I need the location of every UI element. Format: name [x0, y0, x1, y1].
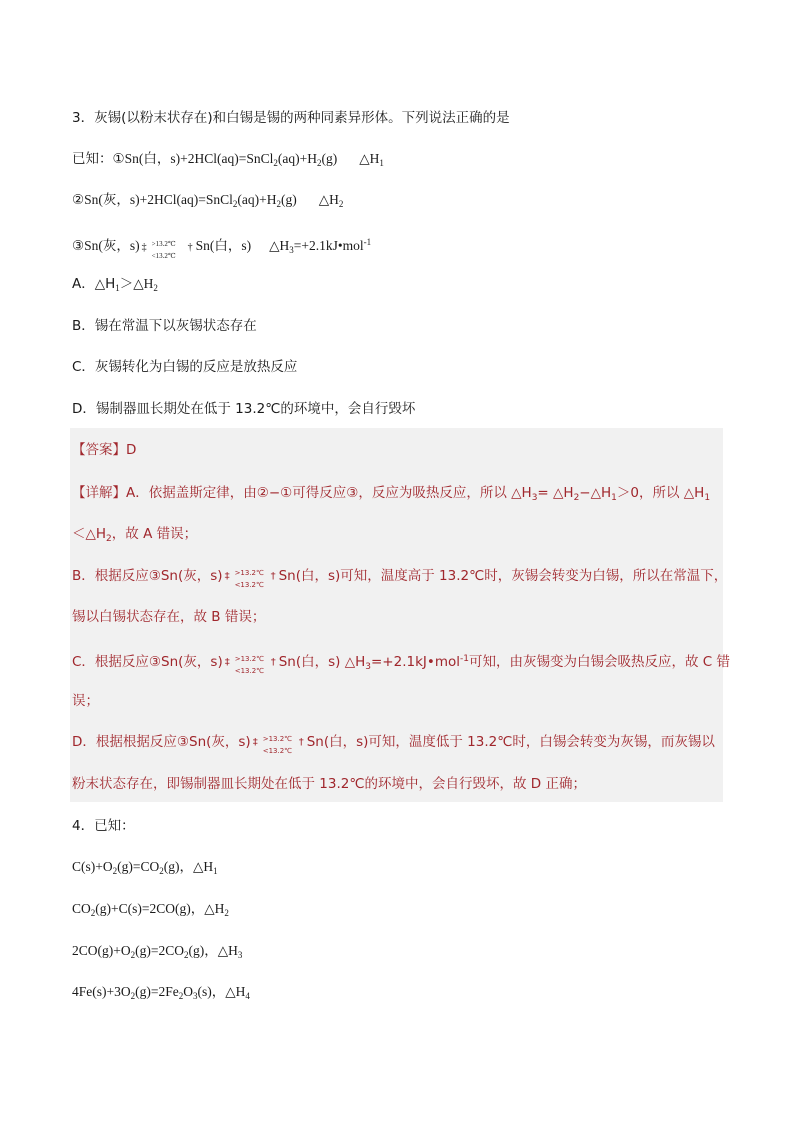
reaction-mark: ①	[112, 151, 125, 166]
sub: 2	[159, 866, 164, 876]
sub: 2	[338, 199, 344, 209]
sub: 1	[213, 866, 218, 876]
reaction-text: 2CO(g)+O	[72, 943, 131, 958]
reaction-text: (aq)+H	[277, 151, 317, 166]
detail-text: ＜△H	[72, 526, 107, 542]
detail-text: =+2.1kJ•mol	[371, 654, 461, 670]
condition-top: >13.2℃	[234, 569, 264, 577]
sub: 4	[245, 991, 250, 1001]
option-b[interactable]: B．锡在常温下以灰锡状态存在	[72, 318, 257, 334]
arrow-right-glyph: †	[187, 241, 193, 253]
sub: 3	[531, 493, 538, 503]
detail-b-line2: 锡以白锡状态存在，故 B 错误；	[72, 609, 266, 625]
detail-text: B．根据反应③Sn(灰，s)	[72, 568, 223, 584]
detail-a-line1	[72, 484, 710, 507]
sub: 2	[178, 991, 184, 1001]
sub: 2	[276, 199, 281, 209]
sub: 2	[130, 950, 136, 960]
arrow-right-glyph: †	[270, 571, 276, 582]
sub: 3	[237, 950, 243, 960]
question-3-title: 3．灰锡(以粉末状存在)和白锡是锡的两种同素异形体。下列说法正确的是	[72, 110, 510, 126]
enthalpy-value: =+2.1kJ•mol	[293, 238, 364, 253]
equilibrium-arrow	[223, 653, 279, 675]
detail-d-line1	[72, 733, 715, 755]
reaction-mark: ③	[72, 238, 85, 253]
sub: 2	[130, 991, 136, 1001]
arrow-left-glyph: ‡	[224, 571, 230, 582]
reaction-text: (g)=CO	[117, 859, 160, 874]
sup: -1	[460, 654, 469, 664]
detail-c-line2: 误；	[72, 693, 99, 709]
sub: 1	[115, 283, 120, 293]
q4-reaction-3	[72, 942, 242, 964]
detail-text: Sn(白，s)可知，温度低于 13.2℃时，白锡会转变为灰锡，而灰锡以	[306, 734, 715, 750]
detail-label: 【详解】	[72, 485, 126, 501]
sub: 1	[379, 158, 384, 168]
reaction-text: (g)	[321, 151, 338, 166]
option-a-text: A．△H	[72, 276, 116, 292]
option-a[interactable]	[72, 275, 158, 297]
arrow-left-glyph: ‡	[252, 737, 258, 748]
reaction-text: Sn(灰，s)+2HCl(aq)=SnCl	[84, 192, 233, 207]
detail-text: = △H	[537, 485, 574, 501]
detail-text: C．根据反应③Sn(灰，s)	[72, 654, 223, 670]
reaction-text: (g)，△H	[163, 859, 214, 874]
detail-text: A．依据盖斯定律，由②−①可得反应③，反应为吸热反应，所以 △H	[126, 485, 532, 501]
sub: 3	[192, 991, 198, 1001]
known-reaction-1	[72, 150, 384, 172]
reaction-text: (aq)+H	[237, 192, 277, 207]
condition-bottom: <13.2℃	[234, 581, 264, 589]
arrow-right-glyph: †	[270, 657, 276, 668]
sub: 3	[289, 245, 294, 255]
detail-text: −△H	[579, 485, 612, 501]
sub: 2	[273, 158, 278, 168]
reaction-text: O	[183, 984, 193, 999]
q4-reaction-2	[72, 900, 229, 922]
reaction-text: (g)+C(s)=2CO(g)，△H	[95, 901, 225, 916]
sub: 2	[153, 283, 158, 293]
question-4-title: 4．已知：	[72, 818, 135, 834]
enthalpy-symbol: △H	[269, 238, 290, 253]
condition-top: >13.2℃	[234, 655, 265, 663]
sub: 1	[611, 493, 617, 503]
reaction-text: (g)	[280, 192, 297, 207]
reaction-text: (g)=2Fe	[135, 984, 179, 999]
sub: 2	[573, 493, 580, 503]
reaction-text: (g)，△H	[188, 943, 238, 958]
reaction-text: Sn(灰，s)	[84, 238, 140, 253]
sub: 2	[90, 908, 96, 918]
option-a-text: ＞△H	[119, 276, 154, 291]
answer-label: 【答案】D	[72, 442, 137, 458]
detail-a-line2	[72, 525, 197, 548]
known-reaction-2	[72, 191, 343, 213]
sub: 2	[224, 908, 229, 918]
detail-text: Sn(白，s)可知，温度高于 13.2℃时，灰锡会转变为白锡，所以在常温下，	[278, 568, 728, 584]
reaction-text: Sn(白，s)+2HCl(aq)=SnCl	[124, 151, 274, 166]
option-c[interactable]: C．灰锡转化为白锡的反应是放热反应	[72, 359, 298, 375]
q4-reaction-4	[72, 983, 250, 1005]
detail-text: D．根据根据反应③Sn(灰，s)	[72, 734, 251, 750]
sub: 2	[232, 199, 238, 209]
equilibrium-arrow	[140, 238, 196, 260]
sub: 2	[112, 866, 118, 876]
equilibrium-arrow	[223, 567, 279, 589]
known-reaction-3	[72, 233, 371, 259]
reaction-text: Sn(白，s)	[195, 238, 252, 253]
sub: 2	[106, 534, 112, 544]
detail-text: 可知，由灰锡变为白锡会吸热反应，故 C 错	[469, 654, 731, 670]
reaction-mark: ②	[72, 192, 85, 207]
enthalpy-symbol: △H	[359, 151, 380, 166]
reaction-text: C(s)+O	[72, 859, 113, 874]
arrow-right-glyph: †	[298, 737, 304, 748]
detail-text: ＞0，所以 △H	[616, 485, 705, 501]
detail-b-line1	[72, 567, 728, 589]
q4-reaction-1	[72, 858, 218, 880]
sup: -1	[363, 237, 372, 247]
detail-c-line1	[72, 650, 730, 676]
condition-top: >13.2℃	[262, 735, 293, 743]
reaction-text: (s)，△H	[197, 984, 246, 999]
reaction-text: CO	[72, 901, 91, 916]
sub: 2	[316, 158, 322, 168]
condition-bottom: <13.2℃	[262, 747, 293, 755]
detail-text: Sn(白，s) △H	[278, 654, 366, 670]
reaction-text: 4Fe(s)+3O	[72, 984, 131, 999]
arrow-left-glyph: ‡	[141, 241, 147, 253]
sub: 2	[183, 950, 189, 960]
condition-bottom: <13.2℃	[234, 667, 265, 675]
detail-text: ，故 A 错误；	[111, 526, 198, 542]
option-d[interactable]: D．锡制器皿长期处在低于 13.2℃的环境中，会自行毁坏	[72, 401, 416, 417]
arrow-left-glyph: ‡	[224, 657, 230, 668]
reaction-text: (g)=2CO	[135, 943, 184, 958]
sub: 3	[365, 662, 371, 672]
known-prefix: 已知：	[72, 151, 113, 167]
detail-d-line2: 粉末状态存在，即锡制器皿长期处在低于 13.2℃的环境中，会自行毁坏，故 D 正确；	[72, 776, 586, 792]
condition-bottom: <13.2℃	[151, 251, 176, 260]
enthalpy-symbol: △H	[318, 192, 339, 207]
condition-top: >13.2℃	[151, 239, 176, 248]
sub: 1	[704, 493, 711, 503]
equilibrium-arrow	[251, 733, 307, 755]
